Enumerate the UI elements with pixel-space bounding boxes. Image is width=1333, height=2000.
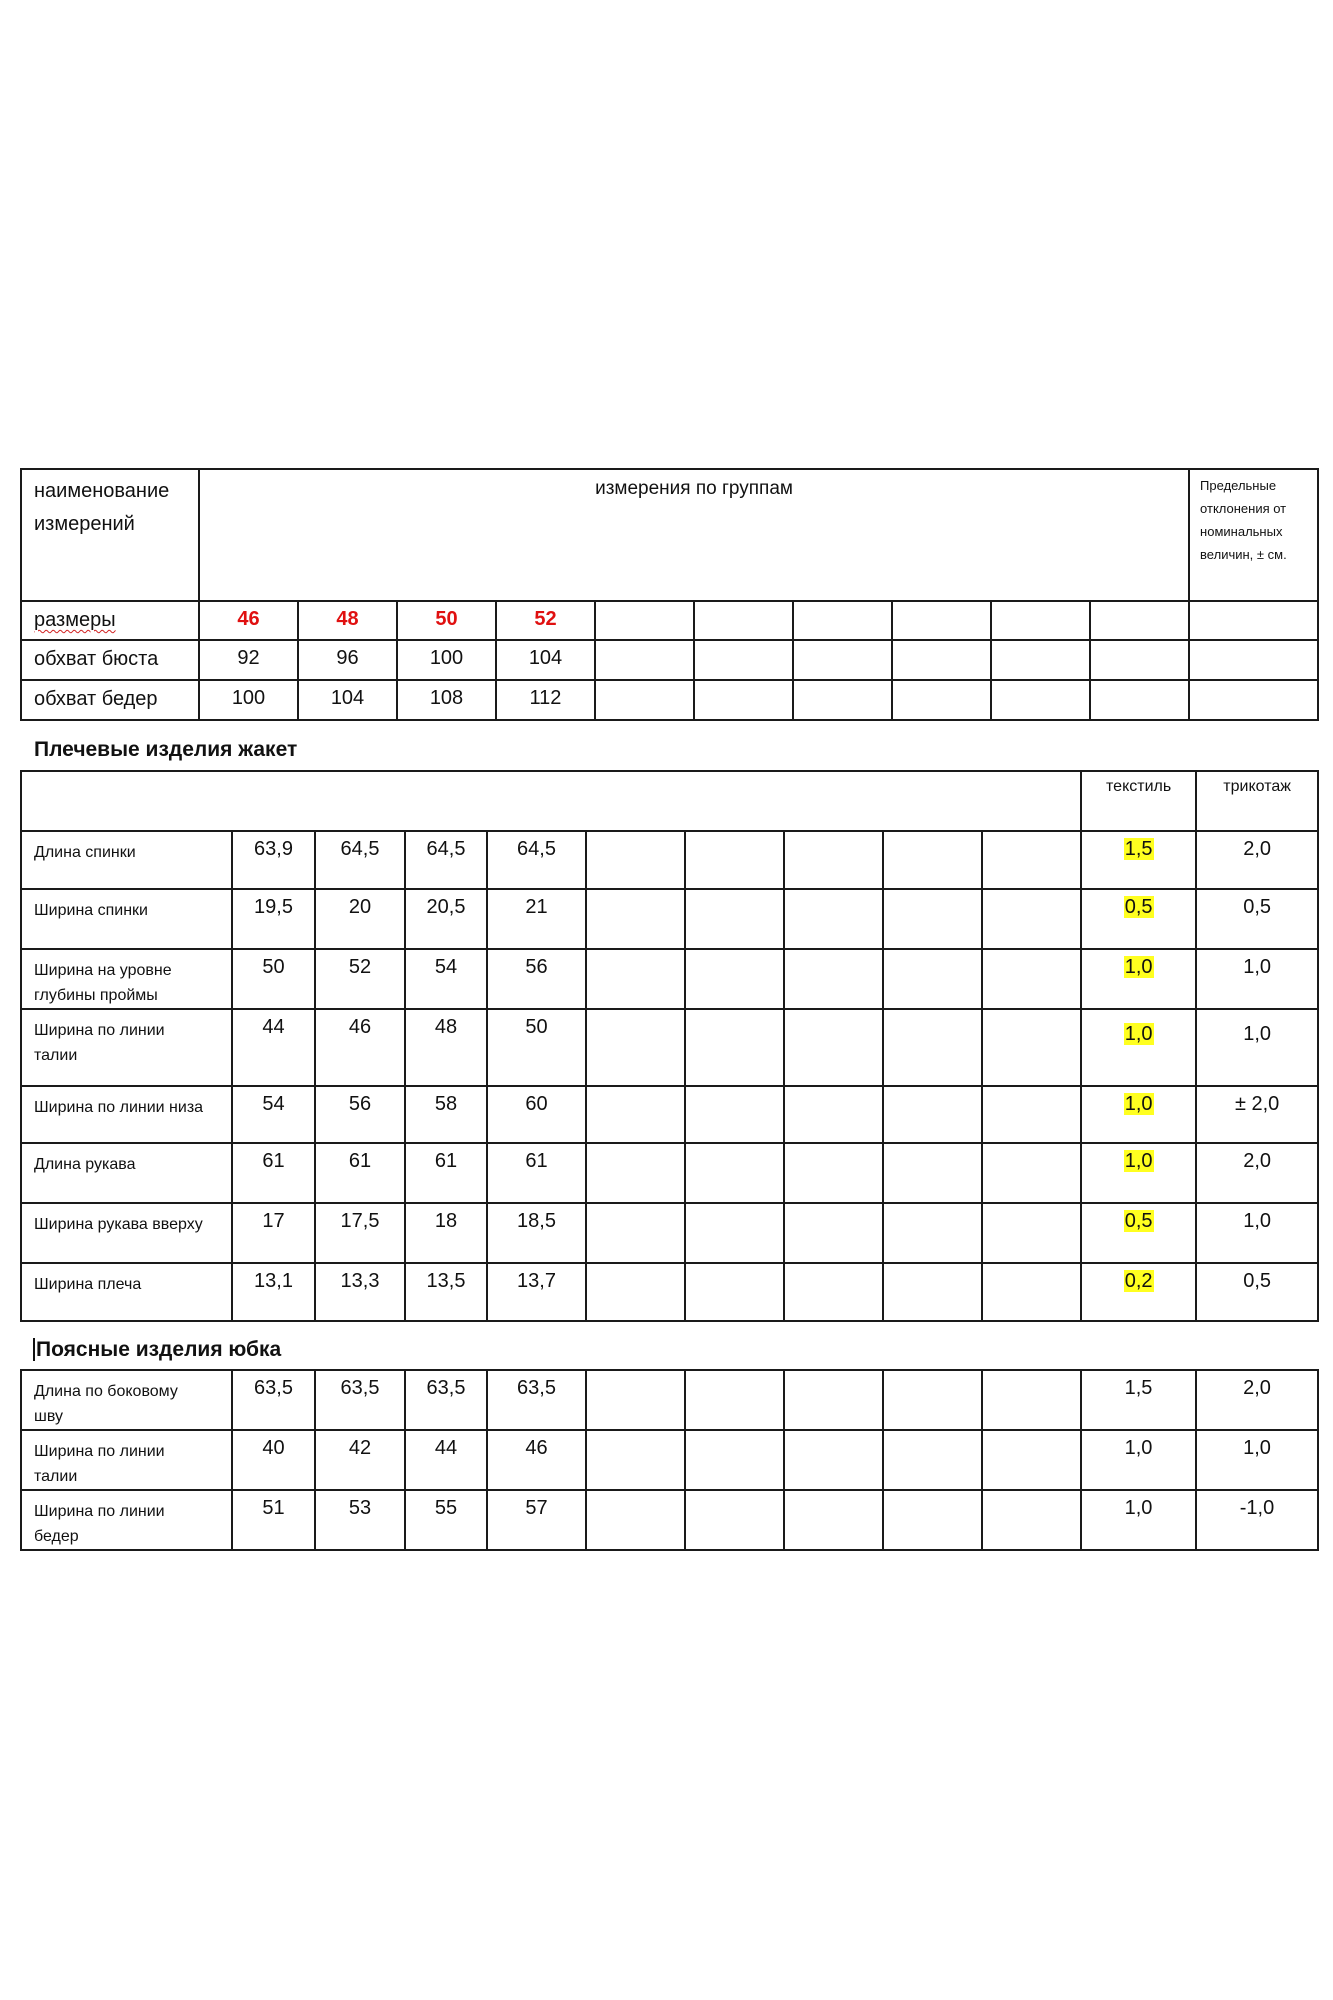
empty-cell — [892, 601, 991, 640]
jacket-table — [20, 770, 1319, 1322]
row-label-line: Ширина по линии — [34, 1443, 165, 1460]
empty-cell — [685, 1263, 784, 1321]
table-row — [21, 1009, 1318, 1086]
textile-value — [1081, 1203, 1196, 1263]
size-value: 46 — [199, 601, 298, 640]
empty-header-cell — [21, 771, 1081, 831]
empty-cell — [784, 889, 883, 949]
row-label-line: Ширина рукава вверху — [34, 1216, 203, 1233]
row-label-line: Ширина по линии — [34, 1503, 165, 1520]
knit-value: 2,0 — [1196, 1143, 1318, 1203]
empty-cell — [1090, 640, 1189, 680]
textile-value — [1081, 831, 1196, 889]
cell-value: 64,5 — [405, 831, 487, 889]
cell-value: 58 — [405, 1086, 487, 1143]
table-row — [21, 949, 1318, 1009]
tolerance-header-line4: величин, ± см. — [1200, 547, 1287, 562]
row-label-line: Ширина плеча — [34, 1276, 142, 1293]
tolerance-header-line2: отклонения от — [1200, 501, 1287, 516]
cell-value: 56 — [487, 949, 586, 1009]
row-label-line: Ширина спинки — [34, 902, 148, 919]
empty-cell — [784, 1263, 883, 1321]
empty-cell — [784, 1009, 883, 1086]
sizes-label: размеры — [34, 609, 116, 631]
knit-header: трикотаж — [1196, 771, 1318, 831]
table-row — [21, 1086, 1318, 1143]
textile-value — [1081, 1086, 1196, 1143]
section1-title: Плечевые изделия жакет — [34, 738, 298, 761]
row-label — [21, 1086, 232, 1143]
empty-cell — [685, 1370, 784, 1430]
knit-value: 1,0 — [1196, 949, 1318, 1009]
table-row — [21, 640, 1318, 680]
empty-cell — [1189, 601, 1318, 640]
empty-cell — [784, 1430, 883, 1490]
cell-value: 108 — [397, 680, 496, 720]
table-row — [21, 1430, 1318, 1490]
cell-value: 20 — [315, 889, 405, 949]
label-header-line1: наименование — [34, 480, 170, 502]
cell-value: 13,7 — [487, 1263, 586, 1321]
cell-value: 50 — [487, 1009, 586, 1086]
cell-value: 96 — [298, 640, 397, 680]
empty-cell — [892, 680, 991, 720]
size-value: 52 — [496, 601, 595, 640]
cell-value: 50 — [232, 949, 315, 1009]
cell-value: 13,5 — [405, 1263, 487, 1321]
empty-cell — [595, 601, 694, 640]
empty-cell — [793, 640, 892, 680]
cell-value: 104 — [496, 640, 595, 680]
empty-cell — [991, 640, 1090, 680]
cell-value: 100 — [199, 680, 298, 720]
empty-cell — [685, 1143, 784, 1203]
empty-cell — [883, 1086, 982, 1143]
empty-cell — [883, 1263, 982, 1321]
cell-value: 63,5 — [487, 1370, 586, 1430]
empty-cell — [685, 831, 784, 889]
cell-value: 46 — [487, 1430, 586, 1490]
textile-value: 1,5 — [1081, 1370, 1196, 1430]
empty-cell — [883, 831, 982, 889]
cell-value: 46 — [315, 1009, 405, 1086]
cell-value: 63,5 — [232, 1370, 315, 1430]
empty-cell — [991, 680, 1090, 720]
textile-value: 1,0 — [1081, 1430, 1196, 1490]
label-header-line2: измерений — [34, 513, 135, 535]
empty-cell — [982, 889, 1081, 949]
empty-cell — [586, 1203, 685, 1263]
tolerance-header-line1: Предельные — [1200, 478, 1277, 493]
empty-cell — [586, 1263, 685, 1321]
cell-value: 104 — [298, 680, 397, 720]
empty-cell — [784, 1490, 883, 1550]
empty-cell — [784, 831, 883, 889]
empty-cell — [595, 680, 694, 720]
empty-cell — [694, 640, 793, 680]
table-row — [21, 680, 1318, 720]
table-row — [21, 1490, 1318, 1550]
empty-cell — [784, 949, 883, 1009]
empty-cell — [793, 601, 892, 640]
row-label — [21, 831, 232, 889]
tolerance-header-line3: номинальных — [1200, 524, 1283, 539]
cell-value: 42 — [315, 1430, 405, 1490]
empty-cell — [784, 1370, 883, 1430]
empty-cell — [883, 1370, 982, 1430]
cell-value: 57 — [487, 1490, 586, 1550]
empty-cell — [991, 601, 1090, 640]
knit-value: 1,0 — [1196, 1430, 1318, 1490]
empty-cell — [685, 1009, 784, 1086]
empty-cell — [586, 1009, 685, 1086]
knit-value: 1,0 — [1196, 1009, 1318, 1086]
textile-value — [1081, 1263, 1196, 1321]
empty-cell — [982, 1009, 1081, 1086]
cell-value: 64,5 — [315, 831, 405, 889]
cell-value: 21 — [487, 889, 586, 949]
empty-cell — [685, 1490, 784, 1550]
empty-cell — [883, 1490, 982, 1550]
knit-value: ± 2,0 — [1196, 1086, 1318, 1143]
cell-value: 61 — [315, 1143, 405, 1203]
empty-cell — [784, 1086, 883, 1143]
cell-value: 61 — [487, 1143, 586, 1203]
row-label — [21, 1490, 232, 1550]
cell-value: 17 — [232, 1203, 315, 1263]
row-label-line: Ширина по линии низа — [34, 1099, 204, 1116]
cell-value: 92 — [199, 640, 298, 680]
textile-highlight: 1,0 — [1124, 1093, 1153, 1115]
row-label-line: бедер — [34, 1528, 79, 1545]
empty-cell — [883, 889, 982, 949]
table-row — [21, 889, 1318, 949]
empty-cell — [586, 831, 685, 889]
cell-value: 18,5 — [487, 1203, 586, 1263]
textile-value: 1,0 — [1081, 1490, 1196, 1550]
table-row — [21, 601, 1318, 640]
table-row — [21, 1263, 1318, 1321]
empty-cell — [586, 1143, 685, 1203]
cell-value: 55 — [405, 1490, 487, 1550]
textile-highlight: 1,0 — [1124, 1023, 1153, 1045]
row-label: обхват бюста — [21, 640, 199, 680]
knit-value: 0,5 — [1196, 889, 1318, 949]
empty-cell — [982, 949, 1081, 1009]
empty-cell — [586, 889, 685, 949]
knit-value: 0,5 — [1196, 1263, 1318, 1321]
group-header: измерения по группам — [199, 469, 1189, 601]
cell-value: 100 — [397, 640, 496, 680]
empty-cell — [1189, 680, 1318, 720]
row-label-line: Ширина по линии — [34, 1022, 165, 1039]
textile-highlight: 1,0 — [1124, 1150, 1153, 1172]
textile-highlight: 1,0 — [1124, 956, 1153, 978]
knit-value: 2,0 — [1196, 1370, 1318, 1430]
cell-value: 13,3 — [315, 1263, 405, 1321]
empty-cell — [883, 1143, 982, 1203]
cell-value: 63,5 — [405, 1370, 487, 1430]
size-value: 50 — [397, 601, 496, 640]
textile-highlight: 1,5 — [1124, 838, 1153, 860]
row-label — [21, 1263, 232, 1321]
empty-cell — [586, 949, 685, 1009]
empty-cell — [883, 1430, 982, 1490]
textile-highlight: 0,5 — [1124, 1210, 1153, 1232]
cell-value: 19,5 — [232, 889, 315, 949]
textile-header: текстиль — [1081, 771, 1196, 831]
textile-highlight: 0,2 — [1124, 1270, 1153, 1292]
textile-highlight: 0,5 — [1124, 896, 1153, 918]
empty-cell — [1090, 680, 1189, 720]
empty-cell — [892, 640, 991, 680]
empty-cell — [685, 1430, 784, 1490]
empty-cell — [982, 1143, 1081, 1203]
cell-value: 54 — [232, 1086, 315, 1143]
label-header — [21, 469, 199, 601]
row-label-line: талии — [34, 1468, 78, 1485]
cell-value: 13,1 — [232, 1263, 315, 1321]
cell-value: 40 — [232, 1430, 315, 1490]
cell-value: 64,5 — [487, 831, 586, 889]
empty-cell — [586, 1490, 685, 1550]
sizes-table — [20, 468, 1319, 721]
cell-value: 51 — [232, 1490, 315, 1550]
cell-value: 48 — [405, 1009, 487, 1086]
table-row — [21, 1370, 1318, 1430]
empty-cell — [982, 831, 1081, 889]
textile-value — [1081, 889, 1196, 949]
row-label-line: Длина спинки — [34, 844, 136, 861]
row-label: обхват бедер — [21, 680, 199, 720]
empty-cell — [694, 601, 793, 640]
row-label-line: Длина рукава — [34, 1156, 136, 1173]
empty-cell — [784, 1203, 883, 1263]
empty-cell — [586, 1370, 685, 1430]
row-label — [21, 889, 232, 949]
empty-cell — [685, 1203, 784, 1263]
cell-value: 63,9 — [232, 831, 315, 889]
row-label — [21, 601, 199, 640]
empty-cell — [586, 1086, 685, 1143]
row-label — [21, 1143, 232, 1203]
empty-cell — [586, 1430, 685, 1490]
row-label — [21, 1430, 232, 1490]
skirt-table — [20, 1369, 1319, 1551]
empty-cell — [883, 949, 982, 1009]
empty-cell — [982, 1490, 1081, 1550]
empty-cell — [982, 1086, 1081, 1143]
empty-cell — [982, 1430, 1081, 1490]
cell-value: 53 — [315, 1490, 405, 1550]
empty-cell — [784, 1143, 883, 1203]
knit-value: 2,0 — [1196, 831, 1318, 889]
row-label — [21, 949, 232, 1009]
row-label — [21, 1370, 232, 1430]
cell-value: 56 — [315, 1086, 405, 1143]
empty-cell — [595, 640, 694, 680]
table-row — [21, 831, 1318, 889]
empty-cell — [685, 949, 784, 1009]
row-label — [21, 1203, 232, 1263]
cell-value: 44 — [232, 1009, 315, 1086]
row-label — [21, 1009, 232, 1086]
cell-value: 61 — [232, 1143, 315, 1203]
empty-cell — [1090, 601, 1189, 640]
cell-value: 112 — [496, 680, 595, 720]
cell-value: 44 — [405, 1430, 487, 1490]
empty-cell — [982, 1203, 1081, 1263]
row-label-line: Длина по боковому — [34, 1383, 178, 1400]
tolerance-header — [1189, 469, 1318, 601]
empty-cell — [982, 1370, 1081, 1430]
cell-value: 52 — [315, 949, 405, 1009]
empty-cell — [1189, 640, 1318, 680]
row-label-line: талии — [34, 1047, 78, 1064]
section2-title-text: Поясные изделия юбка — [36, 1338, 282, 1361]
empty-cell — [685, 889, 784, 949]
cell-value: 18 — [405, 1203, 487, 1263]
empty-cell — [982, 1263, 1081, 1321]
section2-title — [33, 1337, 281, 1363]
textile-value — [1081, 1143, 1196, 1203]
empty-cell — [883, 1009, 982, 1086]
cell-value: 20,5 — [405, 889, 487, 949]
table-row — [21, 1203, 1318, 1263]
empty-cell — [685, 1086, 784, 1143]
textile-value — [1081, 1009, 1196, 1086]
cell-value: 17,5 — [315, 1203, 405, 1263]
textile-value — [1081, 949, 1196, 1009]
knit-value: -1,0 — [1196, 1490, 1318, 1550]
size-value: 48 — [298, 601, 397, 640]
cell-value: 63,5 — [315, 1370, 405, 1430]
empty-cell — [883, 1203, 982, 1263]
row-label-line: Ширина на уровне — [34, 962, 172, 979]
cell-value: 61 — [405, 1143, 487, 1203]
row-label-line: шву — [34, 1408, 63, 1425]
empty-cell — [793, 680, 892, 720]
row-label-line: глубины проймы — [34, 987, 158, 1004]
knit-value: 1,0 — [1196, 1203, 1318, 1263]
empty-cell — [694, 680, 793, 720]
table-row — [21, 1143, 1318, 1203]
cell-value: 60 — [487, 1086, 586, 1143]
cell-value: 54 — [405, 949, 487, 1009]
